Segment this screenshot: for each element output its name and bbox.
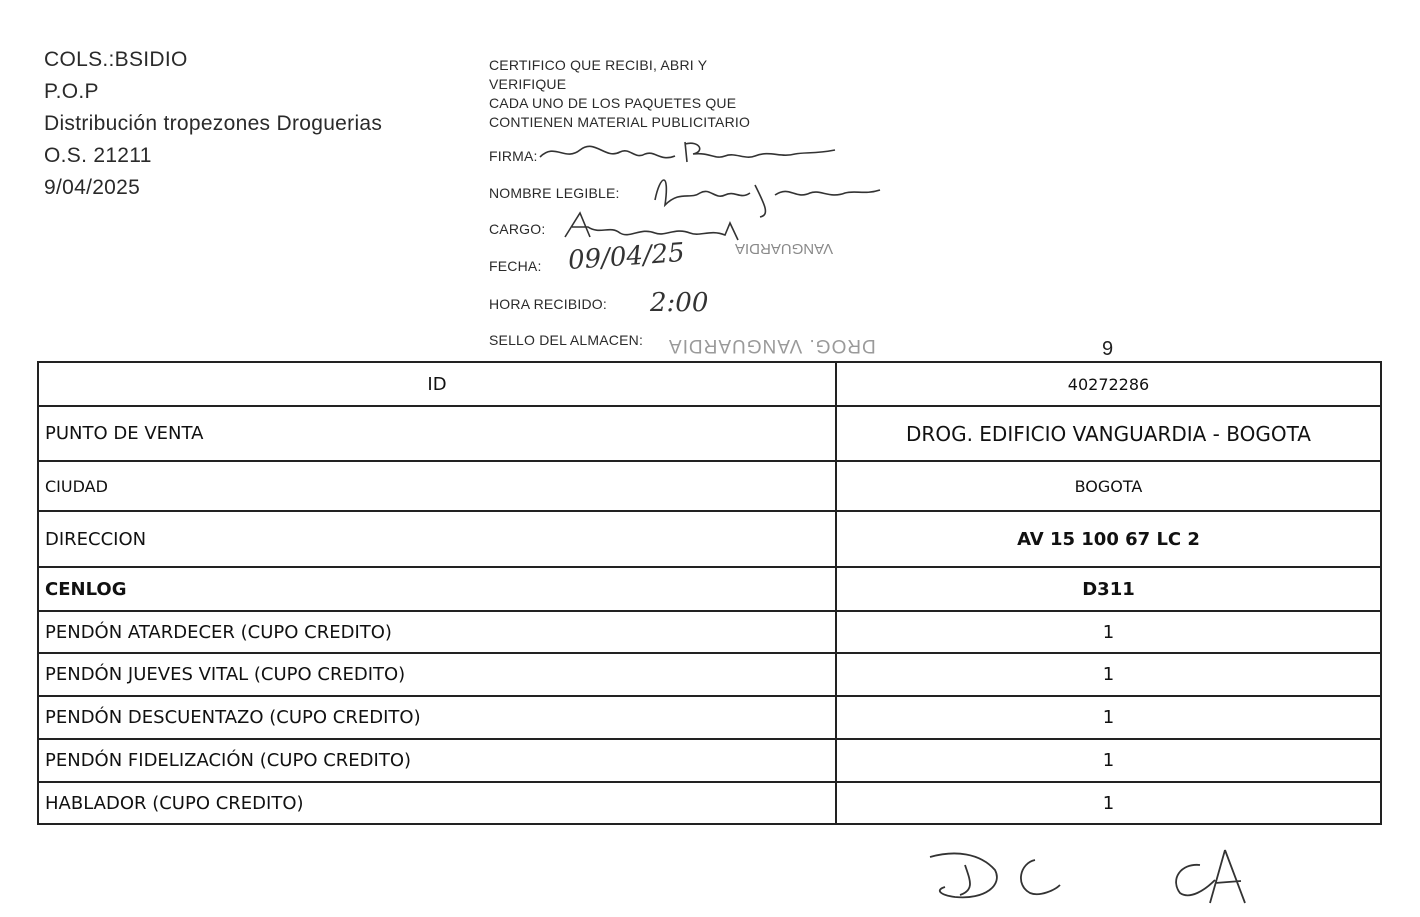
row-value: DROG. EDIFICIO VANGUARDIA - BOGOTA	[836, 406, 1381, 461]
table-row	[38, 511, 1381, 567]
row-value: 1	[836, 782, 1381, 824]
table-row	[38, 611, 1381, 653]
pop-label: P.O.P	[44, 80, 99, 103]
handwritten-initials-icon	[925, 845, 1275, 910]
row-label: PENDÓN ATARDECER (CUPO CREDITO)	[38, 611, 836, 653]
table-row	[38, 362, 1381, 406]
cargo-label: CARGO:	[489, 221, 546, 237]
table-row	[38, 653, 1381, 696]
stamp-text: VANGUARDIA	[735, 240, 834, 257]
hora-handwritten: 2:00	[650, 288, 709, 318]
stamp-text-faint: DROG. VANGUARDIA	[668, 335, 876, 356]
row-value: 1	[836, 653, 1381, 696]
cert-line: VERIFIQUE	[489, 76, 567, 92]
document-date: 9/04/2025	[44, 176, 141, 199]
hora-label: HORA RECIBIDO:	[489, 296, 607, 312]
fecha-label: FECHA:	[489, 258, 542, 274]
row-value: 1	[836, 611, 1381, 653]
cert-line: CERTIFICO QUE RECIBI, ABRI Y	[489, 57, 708, 73]
table-row	[38, 461, 1381, 511]
nombre-label: NOMBRE LEGIBLE:	[489, 185, 620, 201]
certification-text	[489, 56, 750, 132]
delivery-table	[37, 361, 1382, 825]
header-block	[44, 44, 382, 204]
description: Distribución tropezones Droguerias	[44, 112, 383, 135]
row-value: BOGOTA	[836, 461, 1381, 511]
cert-line: CADA UNO DE LOS PAQUETES QUE	[489, 95, 737, 111]
row-label: CIUDAD	[38, 461, 836, 511]
row-value: 1	[836, 739, 1381, 782]
sello-label: SELLO DEL ALMACEN:	[489, 332, 644, 348]
table-row	[38, 782, 1381, 824]
row-value: 1	[836, 696, 1381, 739]
fecha-handwritten: 09/04/25	[567, 237, 686, 277]
signature-cargo-icon	[560, 205, 745, 245]
row-label: DIRECCION	[38, 511, 836, 567]
id-value: 40272286	[836, 362, 1381, 406]
row-value: D311	[836, 567, 1381, 611]
row-label: PUNTO DE VENTA	[38, 406, 836, 461]
table-row	[38, 739, 1381, 782]
page-number: 9	[1102, 338, 1114, 360]
table-row	[38, 696, 1381, 739]
row-label: CENLOG	[38, 567, 836, 611]
order-number: O.S. 21211	[44, 144, 152, 167]
table-row	[38, 567, 1381, 611]
company-name: COLS.:BSIDIO	[44, 48, 188, 71]
id-label: ID	[38, 362, 836, 406]
row-label: PENDÓN FIDELIZACIÓN (CUPO CREDITO)	[38, 739, 836, 782]
row-label: PENDÓN JUEVES VITAL (CUPO CREDITO)	[38, 653, 836, 696]
row-value: AV 15 100 67 LC 2	[836, 511, 1381, 567]
cert-line: CONTIENEN MATERIAL PUBLICITARIO	[489, 114, 751, 130]
firma-label: FIRMA:	[489, 148, 538, 164]
row-label: HABLADOR (CUPO CREDITO)	[38, 782, 836, 824]
row-label: PENDÓN DESCUENTAZO (CUPO CREDITO)	[38, 696, 836, 739]
table-row	[38, 406, 1381, 461]
